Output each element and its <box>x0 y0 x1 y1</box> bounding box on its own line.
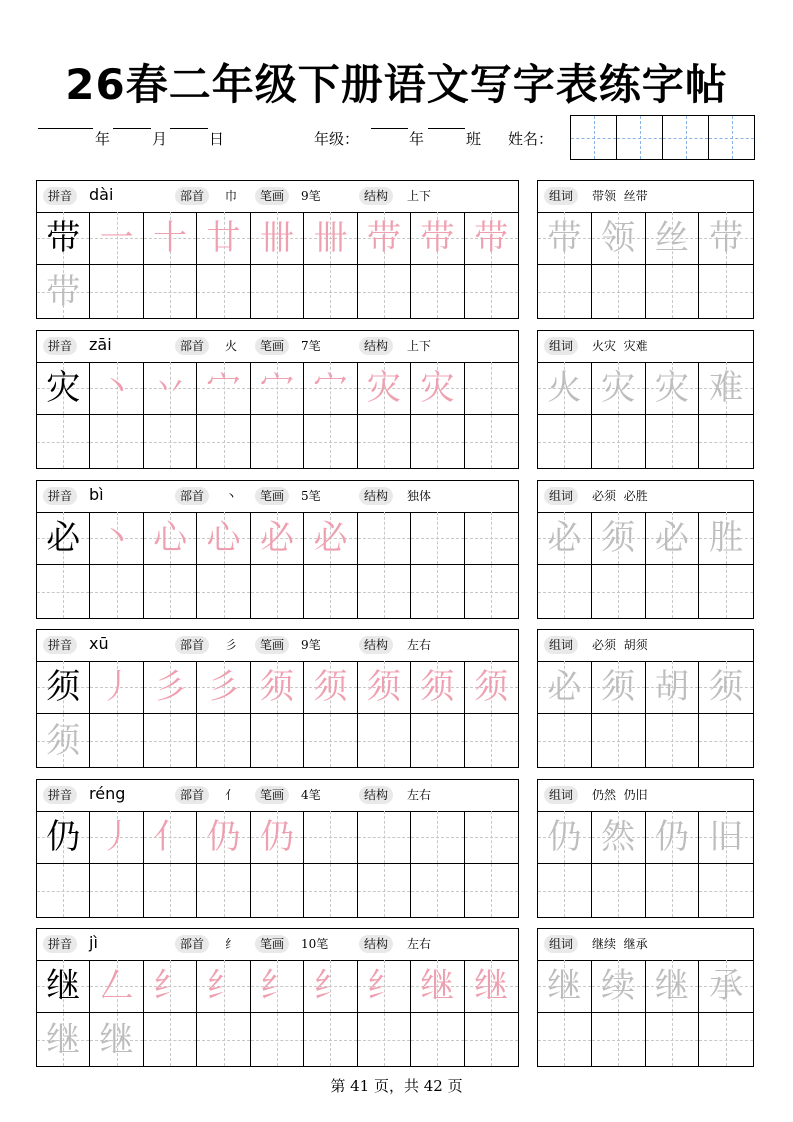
stroke-step-cell[interactable]: 灾 <box>358 362 411 415</box>
word-practice-cell[interactable] <box>538 714 592 767</box>
word-practice-cell[interactable] <box>592 415 646 468</box>
grade-label: 年级： <box>314 130 360 148</box>
char-practice-grid <box>36 779 519 918</box>
practice-cell[interactable] <box>90 565 143 618</box>
word-practice-cell[interactable] <box>592 265 646 318</box>
word-trace-cell[interactable]: 难 <box>699 362 753 415</box>
word-practice-grid <box>537 480 754 619</box>
char-info-header <box>37 929 518 961</box>
strokes-tag: 笔画 <box>255 187 289 205</box>
char-practice-grid <box>36 480 519 619</box>
radical-value: 彡 <box>225 638 238 652</box>
practice-cell[interactable] <box>144 265 197 318</box>
word-practice-cell[interactable] <box>538 415 592 468</box>
word-practice-cell[interactable] <box>592 1013 646 1066</box>
word-practice-cell[interactable] <box>538 265 592 318</box>
word-trace-cell[interactable]: 必 <box>538 661 592 714</box>
pinyin-value: zāi <box>89 335 112 354</box>
stroke-step-cell[interactable]: 须 <box>251 661 304 714</box>
practice-cell[interactable] <box>465 714 518 767</box>
practice-cell[interactable] <box>358 714 411 767</box>
practice-cell[interactable] <box>304 265 357 318</box>
words-header <box>538 929 753 961</box>
stroke-step-cell[interactable] <box>465 512 518 565</box>
info-line <box>38 128 568 156</box>
structure-value: 左右 <box>407 937 432 951</box>
word-practice-grid <box>537 928 754 1067</box>
stroke-step-cell[interactable]: 纟 <box>197 960 250 1013</box>
practice-cell[interactable] <box>37 864 90 917</box>
word-practice-cell[interactable] <box>699 864 753 917</box>
practice-cell[interactable] <box>197 714 250 767</box>
practice-cell[interactable] <box>37 415 90 468</box>
strokes-tag: 笔画 <box>255 337 289 355</box>
practice-cell[interactable] <box>358 565 411 618</box>
structure-value: 上下 <box>407 189 432 203</box>
radical-tag: 部首 <box>175 487 209 505</box>
practice-cell[interactable] <box>251 864 304 917</box>
practice-cell[interactable] <box>144 1013 197 1066</box>
char-info-header <box>37 181 518 213</box>
word-trace-cell[interactable]: 带 <box>699 212 753 265</box>
char-block-6 <box>36 928 754 1067</box>
word-practice-grid <box>537 779 754 918</box>
char-practice-grid <box>36 928 519 1067</box>
word-practice-cell[interactable] <box>646 265 700 318</box>
word-trace-cell[interactable]: 带 <box>538 212 592 265</box>
strokes-tag: 笔画 <box>255 935 289 953</box>
stroke-step-cell[interactable] <box>304 811 357 864</box>
stroke-step-cell[interactable]: 纟 <box>251 960 304 1013</box>
practice-cell[interactable] <box>465 565 518 618</box>
words-header <box>538 780 753 812</box>
radical-tag: 部首 <box>175 935 209 953</box>
word-trace-cell[interactable]: 必 <box>538 512 592 565</box>
word-trace-cell[interactable]: 须 <box>699 661 753 714</box>
stroke-step-cell[interactable]: 卌 <box>304 212 357 265</box>
words-tag: 组词 <box>544 487 578 505</box>
main-char-cell: 仍 <box>37 811 90 864</box>
stroke-step-cell[interactable]: 须 <box>411 661 464 714</box>
practice-cell[interactable]: 须 <box>37 714 90 767</box>
stroke-step-cell[interactable]: 彡 <box>144 661 197 714</box>
practice-cell[interactable] <box>465 864 518 917</box>
practice-cell[interactable]: 继 <box>37 1013 90 1066</box>
stroke-step-cell[interactable]: 廿 <box>197 212 250 265</box>
main-char-cell: 必 <box>37 512 90 565</box>
pinyin-tag: 拼音 <box>43 337 77 355</box>
words-tag: 组词 <box>544 786 578 804</box>
word-practice-cell[interactable] <box>699 265 753 318</box>
practice-cell[interactable] <box>251 714 304 767</box>
word-trace-cell[interactable]: 必 <box>646 512 700 565</box>
practice-cell[interactable]: 继 <box>90 1013 143 1066</box>
pinyin-tag: 拼音 <box>43 187 77 205</box>
word-trace-cell[interactable]: 领 <box>592 212 646 265</box>
practice-cell[interactable] <box>197 1013 250 1066</box>
strokes-value: 5笔 <box>301 489 321 503</box>
char-block-5 <box>36 779 754 918</box>
words-value: 必须 必胜 <box>592 489 648 503</box>
stroke-step-cell[interactable] <box>465 362 518 415</box>
stroke-step-cell[interactable]: 带 <box>465 212 518 265</box>
stroke-step-cell[interactable]: 仍 <box>251 811 304 864</box>
radical-tag: 部首 <box>175 786 209 804</box>
words-header <box>538 630 753 662</box>
word-trace-cell[interactable]: 仍 <box>646 811 700 864</box>
word-practice-grid <box>537 180 754 319</box>
stroke-step-cell[interactable]: 继 <box>411 960 464 1013</box>
word-trace-cell[interactable]: 胡 <box>646 661 700 714</box>
practice-cell[interactable] <box>304 714 357 767</box>
pinyin-value: réng <box>89 784 126 803</box>
practice-cell[interactable] <box>144 864 197 917</box>
stroke-step-cell[interactable]: 丿 <box>90 811 143 864</box>
practice-cell[interactable] <box>411 864 464 917</box>
word-practice-cell[interactable] <box>538 565 592 618</box>
practice-cell[interactable] <box>197 265 250 318</box>
practice-cell[interactable] <box>197 565 250 618</box>
char-block-1 <box>36 180 754 319</box>
words-value: 带领 丝带 <box>592 189 648 203</box>
stroke-step-cell[interactable]: 𠃋 <box>90 960 143 1013</box>
strokes-tag: 笔画 <box>255 786 289 804</box>
word-trace-cell[interactable]: 续 <box>592 960 646 1013</box>
word-practice-cell[interactable] <box>646 565 700 618</box>
strokes-value: 9笔 <box>301 638 321 652</box>
practice-cell[interactable] <box>411 265 464 318</box>
words-tag: 组词 <box>544 337 578 355</box>
grade-year-label: 年 <box>409 130 425 148</box>
char-practice-grid <box>36 330 519 469</box>
class-label: 班 <box>466 130 482 148</box>
stroke-step-cell[interactable] <box>411 512 464 565</box>
stroke-step-cell[interactable]: 彡 <box>197 661 250 714</box>
strokes-tag: 笔画 <box>255 487 289 505</box>
stroke-step-cell[interactable]: 纟 <box>304 960 357 1013</box>
practice-cell[interactable] <box>465 265 518 318</box>
char-info-header <box>37 630 518 662</box>
strokes-value: 10笔 <box>301 937 329 951</box>
word-practice-cell[interactable] <box>592 864 646 917</box>
radical-tag: 部首 <box>175 187 209 205</box>
stroke-step-cell[interactable] <box>465 811 518 864</box>
practice-cell[interactable] <box>144 714 197 767</box>
char-practice-grid <box>36 629 519 768</box>
structure-tag: 结构 <box>359 487 393 505</box>
char-practice-grid <box>36 180 519 319</box>
radical-value: 纟 <box>225 937 238 951</box>
stroke-step-cell[interactable] <box>358 811 411 864</box>
words-header <box>538 481 753 513</box>
pinyin-value: jì <box>89 933 98 952</box>
year-label: 年 <box>95 130 111 148</box>
structure-value: 上下 <box>407 339 432 353</box>
structure-tag: 结构 <box>359 636 393 654</box>
stroke-step-cell[interactable]: 必 <box>304 512 357 565</box>
practice-cell[interactable] <box>144 415 197 468</box>
structure-value: 独体 <box>407 489 432 503</box>
name-label: 姓名： <box>508 130 554 148</box>
radical-tag: 部首 <box>175 636 209 654</box>
practice-cell[interactable] <box>358 864 411 917</box>
word-practice-cell[interactable] <box>538 1013 592 1066</box>
word-practice-cell[interactable] <box>646 415 700 468</box>
radical-value: 亻 <box>225 788 238 802</box>
main-char-cell: 须 <box>37 661 90 714</box>
word-trace-cell[interactable]: 灾 <box>592 362 646 415</box>
word-practice-cell[interactable] <box>538 864 592 917</box>
stroke-step-cell[interactable]: 丷 <box>144 362 197 415</box>
main-char-cell: 继 <box>37 960 90 1013</box>
practice-cell[interactable] <box>251 415 304 468</box>
stroke-step-cell[interactable]: 卌 <box>251 212 304 265</box>
char-block-2 <box>36 330 754 469</box>
stroke-step-cell[interactable]: 仍 <box>197 811 250 864</box>
practice-cell[interactable] <box>358 1013 411 1066</box>
practice-cell[interactable] <box>304 1013 357 1066</box>
practice-cell[interactable] <box>251 565 304 618</box>
practice-cell[interactable] <box>358 265 411 318</box>
char-info-header <box>37 780 518 812</box>
stroke-step-cell[interactable]: 宀 <box>304 362 357 415</box>
day-label: 日 <box>209 130 225 148</box>
word-trace-cell[interactable]: 继 <box>538 960 592 1013</box>
char-info-header <box>37 481 518 513</box>
practice-cell[interactable] <box>144 565 197 618</box>
structure-value: 左右 <box>407 788 432 802</box>
practice-cell[interactable] <box>358 415 411 468</box>
pinyin-value: dài <box>89 185 114 204</box>
strokes-value: 9笔 <box>301 189 321 203</box>
word-practice-cell[interactable] <box>699 415 753 468</box>
practice-cell[interactable] <box>90 864 143 917</box>
word-trace-cell[interactable]: 承 <box>699 960 753 1013</box>
char-info-header <box>37 331 518 363</box>
word-trace-cell[interactable]: 须 <box>592 512 646 565</box>
main-char-cell: 带 <box>37 212 90 265</box>
structure-tag: 结构 <box>359 935 393 953</box>
practice-cell[interactable] <box>304 565 357 618</box>
word-trace-cell[interactable]: 然 <box>592 811 646 864</box>
word-trace-cell[interactable]: 须 <box>592 661 646 714</box>
stroke-step-cell[interactable]: 灾 <box>411 362 464 415</box>
words-header <box>538 331 753 363</box>
radical-value: 火 <box>225 339 238 353</box>
practice-cell[interactable] <box>411 415 464 468</box>
words-value: 继续 继承 <box>592 937 648 951</box>
stroke-step-cell[interactable]: 心 <box>144 512 197 565</box>
stroke-step-cell[interactable]: 须 <box>465 661 518 714</box>
practice-cell[interactable] <box>411 714 464 767</box>
words-tag: 组词 <box>544 636 578 654</box>
words-header <box>538 181 753 213</box>
word-practice-cell[interactable] <box>646 1013 700 1066</box>
words-value: 仍然 仍旧 <box>592 788 648 802</box>
stroke-step-cell[interactable]: 须 <box>358 661 411 714</box>
word-practice-grid <box>537 629 754 768</box>
radical-value: 丶 <box>225 489 238 503</box>
stroke-step-cell[interactable]: 丶 <box>90 362 143 415</box>
char-block-3 <box>36 480 754 619</box>
stroke-step-cell[interactable]: 丿 <box>90 661 143 714</box>
stroke-step-cell[interactable]: 心 <box>197 512 250 565</box>
main-char-cell: 灾 <box>37 362 90 415</box>
pinyin-tag: 拼音 <box>43 636 77 654</box>
words-value: 火灾 灾难 <box>592 339 648 353</box>
structure-tag: 结构 <box>359 786 393 804</box>
practice-cell[interactable]: 带 <box>37 265 90 318</box>
stroke-step-cell[interactable]: 一 <box>90 212 143 265</box>
word-trace-cell[interactable]: 丝 <box>646 212 700 265</box>
strokes-value: 4笔 <box>301 788 321 802</box>
word-trace-cell[interactable]: 胜 <box>699 512 753 565</box>
word-trace-cell[interactable]: 继 <box>646 960 700 1013</box>
practice-cell[interactable] <box>197 415 250 468</box>
stroke-step-cell[interactable]: 丶 <box>90 512 143 565</box>
word-trace-cell[interactable]: 仍 <box>538 811 592 864</box>
stroke-step-cell[interactable]: 纟 <box>144 960 197 1013</box>
practice-cell[interactable] <box>465 415 518 468</box>
stroke-step-cell[interactable] <box>358 512 411 565</box>
page-title: 26春二年级下册语文写字表练字帖 <box>65 60 728 109</box>
word-trace-cell[interactable]: 旧 <box>699 811 753 864</box>
practice-cell[interactable] <box>304 864 357 917</box>
pinyin-tag: 拼音 <box>43 487 77 505</box>
word-practice-cell[interactable] <box>646 864 700 917</box>
words-value: 必须 胡须 <box>592 638 648 652</box>
stroke-step-cell[interactable]: 十 <box>144 212 197 265</box>
page-footer: 第 41 页，共 42 页 <box>330 1077 463 1095</box>
words-tag: 组词 <box>544 187 578 205</box>
strokes-value: 7笔 <box>301 339 321 353</box>
radical-tag: 部首 <box>175 337 209 355</box>
words-tag: 组词 <box>544 935 578 953</box>
structure-tag: 结构 <box>359 337 393 355</box>
structure-value: 左右 <box>407 638 432 652</box>
name-grid[interactable] <box>570 115 755 160</box>
word-practice-grid <box>537 330 754 469</box>
practice-cell[interactable] <box>90 714 143 767</box>
char-block-4 <box>36 629 754 768</box>
pinyin-tag: 拼音 <box>43 786 77 804</box>
practice-cell[interactable] <box>304 415 357 468</box>
pinyin-tag: 拼音 <box>43 935 77 953</box>
stroke-step-cell[interactable]: 宀 <box>251 362 304 415</box>
stroke-step-cell[interactable]: 带 <box>358 212 411 265</box>
practice-cell[interactable] <box>411 1013 464 1066</box>
structure-tag: 结构 <box>359 187 393 205</box>
stroke-step-cell[interactable]: 必 <box>251 512 304 565</box>
word-practice-cell[interactable] <box>592 714 646 767</box>
word-trace-cell[interactable]: 火 <box>538 362 592 415</box>
stroke-step-cell[interactable]: 带 <box>411 212 464 265</box>
practice-cell[interactable] <box>37 565 90 618</box>
practice-cell[interactable] <box>197 864 250 917</box>
stroke-step-cell[interactable]: 须 <box>304 661 357 714</box>
practice-cell[interactable] <box>411 565 464 618</box>
pinyin-value: bì <box>89 485 104 504</box>
month-label: 月 <box>152 130 168 148</box>
word-practice-cell[interactable] <box>699 565 753 618</box>
stroke-step-cell[interactable]: 纟 <box>358 960 411 1013</box>
practice-cell[interactable] <box>251 265 304 318</box>
word-practice-cell[interactable] <box>699 1013 753 1066</box>
word-practice-cell[interactable] <box>592 565 646 618</box>
practice-cell[interactable] <box>251 1013 304 1066</box>
word-practice-cell[interactable] <box>699 714 753 767</box>
stroke-step-cell[interactable] <box>411 811 464 864</box>
practice-cell[interactable] <box>465 1013 518 1066</box>
stroke-step-cell[interactable]: 亻 <box>144 811 197 864</box>
stroke-step-cell[interactable]: 宀 <box>197 362 250 415</box>
strokes-tag: 笔画 <box>255 636 289 654</box>
practice-cell[interactable] <box>90 265 143 318</box>
word-practice-cell[interactable] <box>646 714 700 767</box>
radical-value: 巾 <box>225 189 238 203</box>
word-trace-cell[interactable]: 灾 <box>646 362 700 415</box>
pinyin-value: xū <box>89 634 109 653</box>
practice-cell[interactable] <box>90 415 143 468</box>
stroke-step-cell[interactable]: 继 <box>465 960 518 1013</box>
